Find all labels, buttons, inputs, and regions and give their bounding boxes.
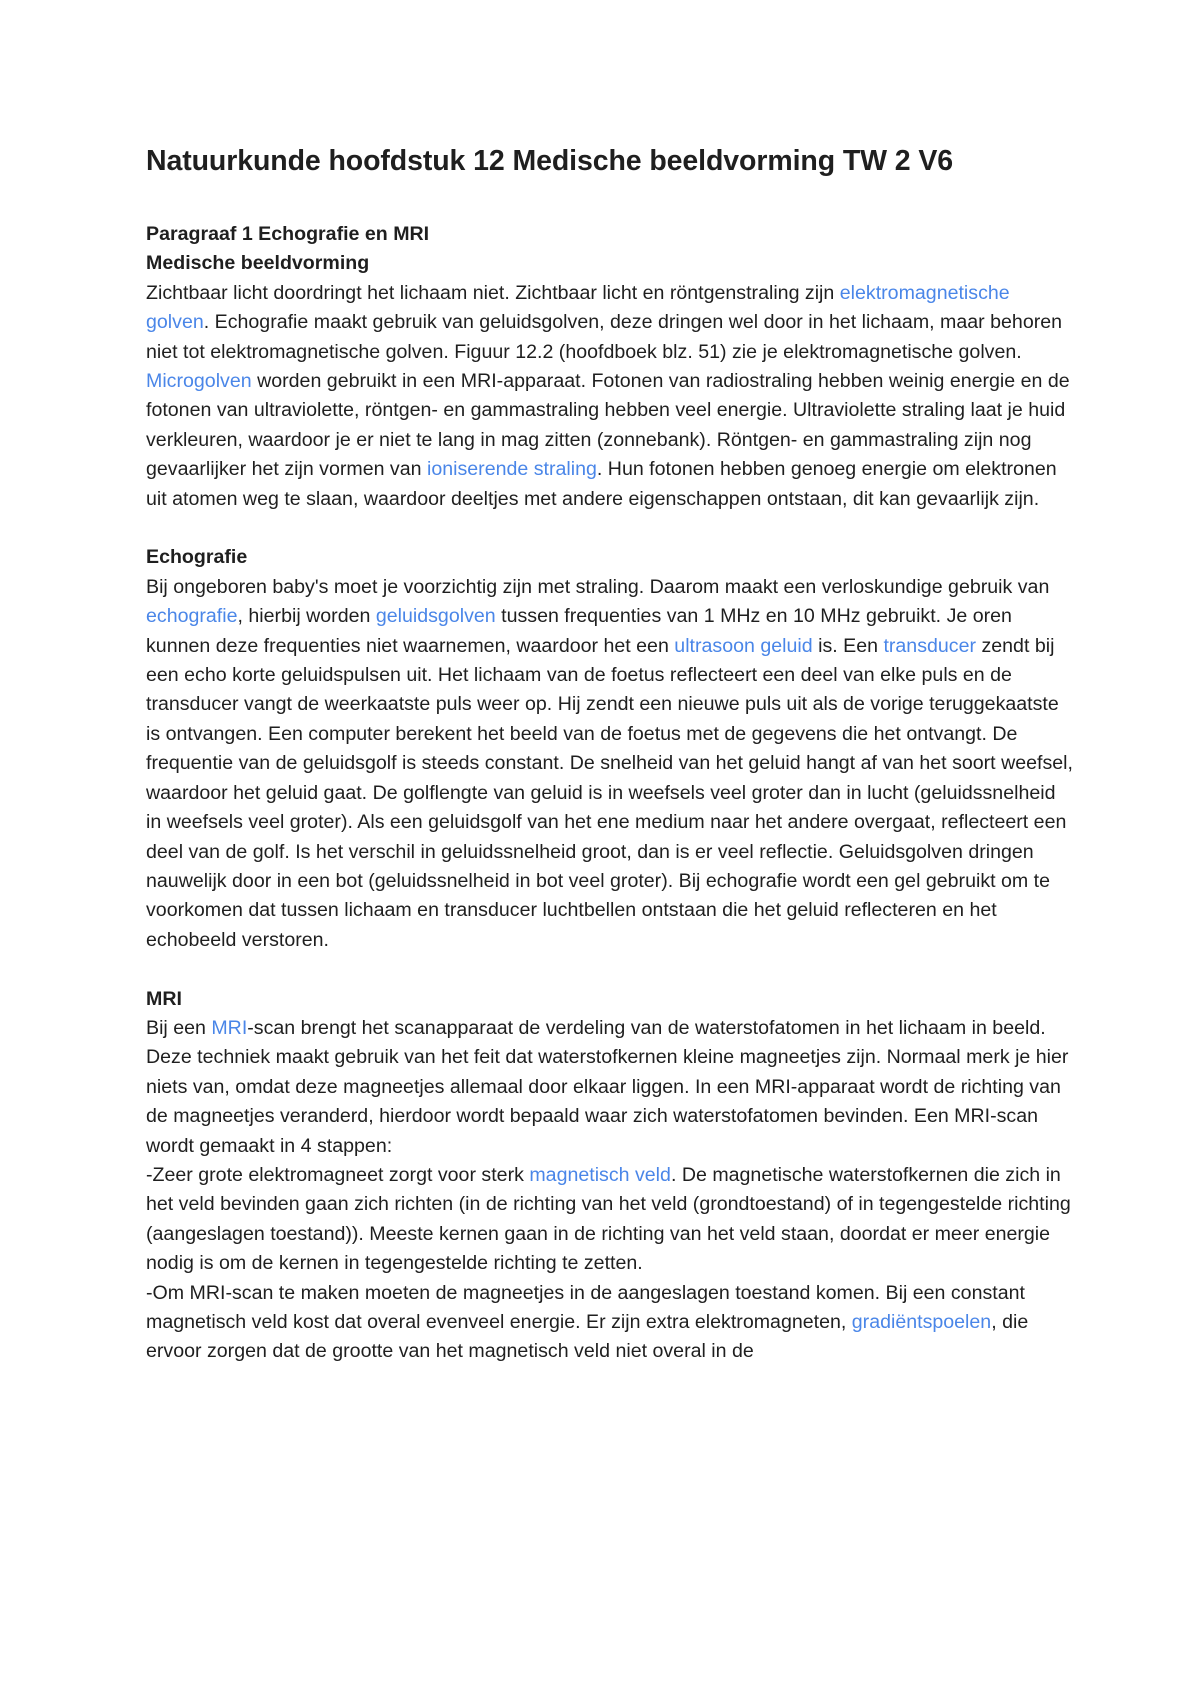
document-page [146,142,1076,1367]
document-title: Natuurkunde hoofdstuk 12 Medische beeldvorming TW 2 V6 [146,145,953,177]
section-heading-mri: MRI [146,987,182,1010]
hyperlink-text[interactable]: echografie [146,605,238,628]
hyperlink-text[interactable]: geluidsgolven [375,605,496,628]
hyperlink-text[interactable]: Microgolven [146,370,252,393]
hyperlink-text[interactable]: elektromagnetische golven [146,281,1010,334]
hyperlink-text[interactable]: ioniserende straling [426,458,597,481]
hyperlink-text[interactable]: MRI [211,1016,248,1039]
body-paragraph [146,1161,1076,1279]
text-run: -Zeer grote elektromagneet zorgt voor sterk [146,1163,530,1186]
text-run: . Echografie maakt gebruik van geluidsgolven, deze dringen wel door in het lichaam, maar behoren niet tot elektromagnetische golven. Figuur 12.2 (hoofdboek blz. 51) zie je elektromagnetische golven. [146,311,1063,363]
hyperlink-text[interactable]: transducer [883,634,977,657]
text-run: tussen frequenties van 1 MHz en 10 MHz gebruikt. Je oren kunnen deze frequenties niet waarnemen, waardoor het een [146,605,1012,657]
section-heading-paragraaf-1: Paragraaf 1 Echografie en MRI [146,223,430,245]
spacer [146,955,1076,984]
text-run: zendt bij een echo korte geluidspulsen uit. Het lichaam van de foetus reflecteert een deel van elke puls en de transducer vangt de weerkaatste puls weer op. Hij zendt een nieuwe puls uit als de vorige teruggekaatste is ontvangen. Een computer berekent het beeld van de foetus met de gegevens die het ontvangt. De frequentie van de geluidsgolf is steeds constant. De snelheid van het geluid hangt af van het soort weefsel, waardoor het geluid gaat. De golflengte van geluid is in weefsels veel groter dan in lucht (geluidssnelheid in weefsels veel groter). Als een geluidsgolf van het ene medium naar het andere overgaat, reflecteert een deel van de golf. Is het verschil in geluidssnelheid groot, dan is er veel reflectie. Geluidsgolven dringen nauwelijk door in een bot (geluidssnelheid in bot veel groter). Bij echografie wordt een gel gebruikt om te voorkomen dat tussen lichaam en transducer luchtbellen ontstaan die het geluid reflecteren en het echobeeld verstoren. [146,634,1073,951]
hyperlink-text[interactable]: ultrasoon geluid [674,634,813,657]
text-run: , die ervoor zorgen dat de grootte van het magnetisch veld niet overal in de [146,1311,1029,1363]
text-run: worden gebruikt in een MRI-apparaat. Fotonen van radiostraling hebben weinig energie en de fotonen van ultraviolette, röntgen- en gammastraling hebben veel energie. Ultraviolette straling laat je huid verkleuren, waardoor je er niet te lang in mag zitten (zonnebank). Röntgen- en gammastraling zijn nog gevaarlijker het zijn vormen van [146,370,1070,481]
body-paragraph [146,1279,1076,1367]
text-run: Bij een [146,1016,212,1039]
text-run: -Om MRI-scan te maken moeten de magneetjes in de aangeslagen toestand komen. Bij een constant magnetisch veld kost dat overal evenveel energie. Er zijn extra elektromagneten, [146,1281,1025,1333]
body-paragraph [146,1014,1076,1161]
hyperlink-text[interactable]: magnetisch veld [529,1163,671,1186]
body-paragraph [146,279,1076,514]
hyperlink-text[interactable]: gradiëntspoelen [851,1311,992,1333]
text-run: -scan brengt het scanapparaat de verdeling van de waterstofatomen in het lichaam in beeld. Deze techniek maakt gebruik van het feit dat waterstofkernen kleine magneetjes zijn. Normaal merk je hier niets van, omdat deze magneetjes allemaal door elkaar liggen. In een MRI-apparaat wordt de richting van de magneetjes veranderd, hierdoor wordt bepaald waar zich waterstofatomen bevinden. Een MRI-scan wordt gemaakt in 4 stappen: [146,1016,1069,1157]
section-heading-echografie: Echografie [146,546,248,569]
spacer [146,514,1076,543]
spacer [146,180,1076,220]
text-run: . Hun fotonen hebben genoeg energie om elektronen uit atomen weg te slaan, waardoor deeltjes met andere eigenschappen ontstaan, dit kan gevaarlijk zijn. [146,458,1057,510]
text-run: , hierbij worden [237,605,376,628]
text-run: is. Een [812,634,884,657]
subheading-medische-beeldvorming: Medische beeldvorming [146,252,370,275]
body-paragraph [146,573,1076,955]
text-run: . De magnetische waterstofkernen die zich in het veld bevinden gaan zich richten (in de richting van het veld (grondtoestand) of in tegengestelde richting (aangeslagen toestand)). Meeste kernen gaan in de richting van het veld staan, doordat er meer energie nodig is om de kernen in tegengestelde richting te zetten. [146,1163,1071,1275]
text-run: Bij ongeboren baby's moet je voorzichtig zijn met straling. Daarom maakt een verloskundige gebruik van [146,575,1050,598]
text-run: Zichtbaar licht doordringt het lichaam niet. Zichtbaar licht en röntgenstraling zijn [146,281,840,304]
